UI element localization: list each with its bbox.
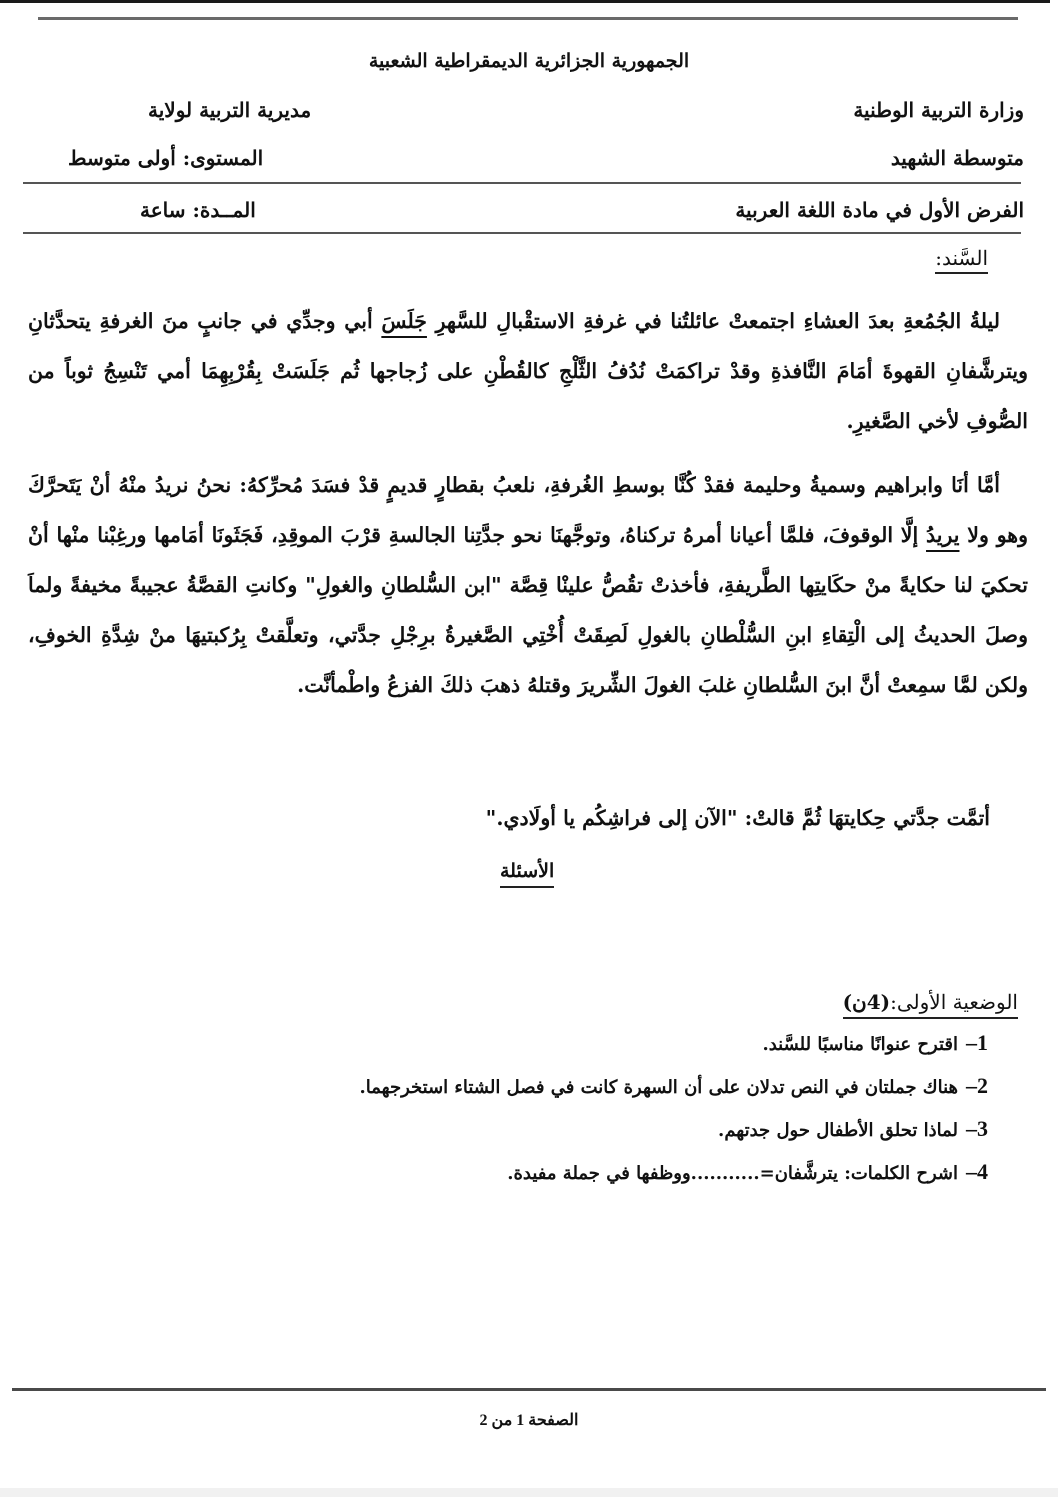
republic-title: الجمهورية الجزائرية الديمقراطية الشعبية <box>368 50 690 72</box>
underlined-word-yuridu: يريدُ <box>926 523 960 547</box>
ministry-label: وزارة التربية الوطنية <box>853 98 1024 122</box>
question-number: 1– <box>966 1030 988 1055</box>
header-divider <box>38 17 1018 20</box>
question-text: اشرح الكلمات: يترشَّفان=...........ووظفها في جملة مفيدة. <box>507 1163 958 1184</box>
question-item <box>507 1159 988 1185</box>
school-label: متوسطة الشهيد <box>890 146 1024 170</box>
top-border <box>0 0 1050 3</box>
exam-divider <box>23 232 1021 234</box>
question-text: هناك جملتان في النص تدلان على أن السهرة كانت في فصل الشتاء استخرجهما. <box>359 1077 958 1098</box>
question-number: 4– <box>966 1159 988 1184</box>
footer-divider <box>12 1388 1046 1391</box>
question-item <box>762 1030 988 1056</box>
school-divider <box>23 182 1021 184</box>
paragraph-2-part-a: أمَّا أنَا وابراهيم وسميةُ وحليمة فقدْ كُنَّا بوسطِ الغُرفةِ، نلعبُ بقطارٍ قديمٍ قدْ فسَدَ مُحرِّكهُ: نحنُ نريدُ منْهُ أنْ يَتَحرَّكَ وهو ولا <box>28 473 1028 547</box>
exam-title: الفرض الأول في مادة اللغة العربية <box>735 198 1024 222</box>
paragraph-2 <box>28 460 1028 710</box>
paragraph-1-part-a: ليلةُ الجُمُعةِ بعدَ العشاءِ اجتمعتْ عائلتُنا في غرفةِ الاستقْبالِ للسَّهرِ <box>426 309 1000 333</box>
situation-title <box>843 990 1018 1019</box>
level-label: المستوى: أولى متوسط <box>68 146 264 170</box>
question-text: لماذا تحلق الأطفال حول جدتهم. <box>718 1120 958 1141</box>
underlined-word-jalasa: جَلَسَ <box>381 309 427 333</box>
questions-title: الأسئلة <box>500 860 554 888</box>
situation-points: (4ن) <box>842 990 891 1014</box>
question-number: 2– <box>966 1073 988 1098</box>
question-item <box>718 1116 988 1142</box>
duration-label: المــدة: ساعة <box>140 198 256 222</box>
page-number: الصفحة 1 من 2 <box>479 1412 579 1429</box>
question-text: اقترح عنوانًا مناسبًا للسَّند. <box>762 1034 958 1055</box>
paragraph-2-part-b: إلَّا الوقوفَ، فلمَّا أعيانا أمرهُ تركناهُ، وتوجَّهنَا نحو جدَّتِنا الجالسةِ قرْبَ الموقِدِ، فَجَثَونَا أمَامها ورغِبْنا منْها أنْ تحكيَ لنا حكايةً منْ حكَايتِها الطَّريفةِ، فأخذتْ تقُصُّ علينْا قِصَّة "ابن السُّلطانِ والغولِ" وكانتِ القصَّةُ عجيبةً مخيفةً ولماَ وصلَ الحديثُ إلى الْتِقاءِ ابنِ السُّلْطانِ بالغولِ لَصِقَتْ أُخْتِي الصَّغيرةُ برِجْلِ جدَّتي، وتعلَّقتْ بِرُكبتيهَا منْ شِدَّةِ الخوفِ، ولكن لمَّا سمِعتْ أنَّ ابنَ السُّلطانِ غلبَ الغولَ الشِّريرَ وقتلهُ ذهبَ ذلكَ الفزعُ واطْمأنَّت. <box>28 523 1028 697</box>
situation-label: الوضعية الأولى: <box>890 990 1018 1014</box>
closing-sentence: أتمَّت جدَّتي حِكايتهَا ثُمَّ قالتْ: "الآن إلى فراشِكُم يا أولَادي." <box>485 806 990 830</box>
directorate-label: مديرية التربية لولاية <box>148 98 312 122</box>
bottom-band <box>0 1488 1058 1497</box>
question-item <box>360 1073 988 1099</box>
paragraph-1 <box>28 296 1028 446</box>
question-number: 3– <box>966 1116 988 1141</box>
paragraph-1-part-b: أبي وجدِّي في جانبٍ منَ الغرفةِ يتحدَّثانِ ويترشَّفانِ القهوةَ أمَامَ النَّافذةِ وقدْ تراكمَتْ نُدُفُ الثَّلْجِ كالقُطْنِ على زُجاجها ثُم جَلَسَتْ بِقُرْبِهِمَا أمي تَنْسِجُ ثوباً من الصُّوفِ لأخي الصَّغيرِ. <box>28 309 1028 433</box>
text-label: السَّند: <box>935 246 988 274</box>
